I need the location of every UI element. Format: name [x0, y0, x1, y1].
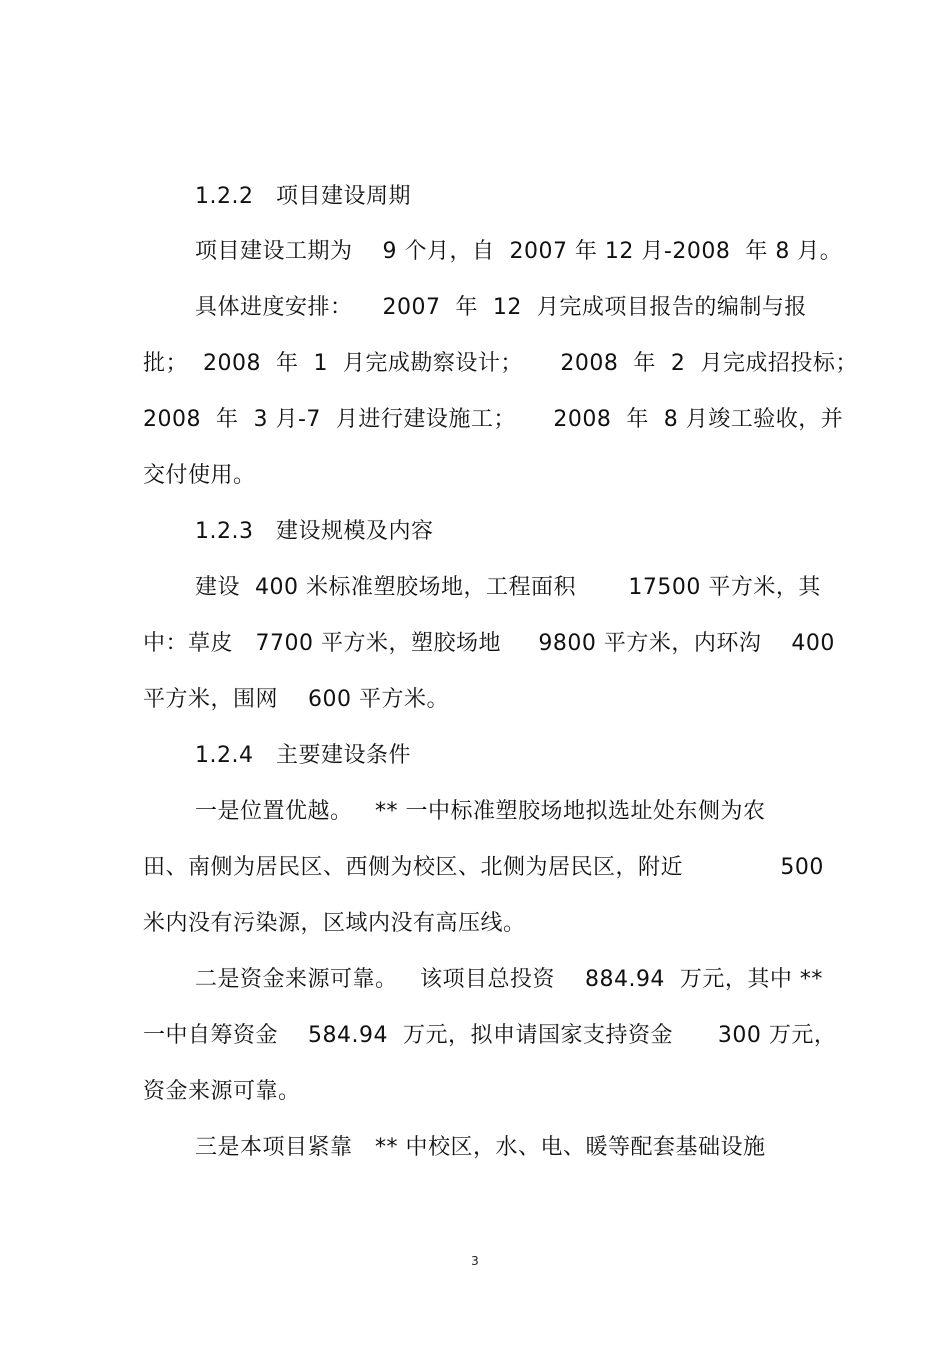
paragraph-line: 一是位置优越。 ** 一中标准塑胶场地拟选址处东侧为农: [195, 799, 766, 824]
paragraph-line: 资金来源可靠。: [143, 1079, 301, 1104]
paragraph-line: 一中自筹资金 584.94 万元，拟申请国家支持资金 300 万元，: [143, 1023, 837, 1048]
paragraph-line: 中：草皮 7700 平方米，塑胶场地 9800 平方米，内环沟 400: [143, 631, 835, 656]
section-heading-1-2-4: 1.2.4 主要建设条件: [195, 743, 411, 768]
paragraph-line: 建设 400 米标准塑胶场地，工程面积 17500 平方米，其: [195, 575, 821, 600]
paragraph-line: 平方米，围网 600 平方米。: [143, 687, 449, 712]
paragraph-line: 米内没有污染源，区域内没有高压线。: [143, 911, 526, 936]
paragraph-line: 二是资金来源可靠。 该项目总投资 884.94 万元，其中 **: [195, 967, 823, 992]
paragraph-line: 批； 2008 年 1 月完成勘察设计； 2008 年 2 月完成招投标；: [143, 351, 858, 376]
paragraph-line: 2008 年 3 月-7 月进行建设施工； 2008 年 8 月竣工验收，并: [143, 407, 844, 432]
paragraph-line: 具体进度安排： 2007 年 12 月完成项目报告的编制与报: [195, 295, 807, 320]
paragraph-line: 三是本项目紧靠 ** 中校区，水、电、暖等配套基础设施: [195, 1135, 766, 1160]
paragraph-line: 田、南侧为居民区、西侧为校区、北侧为居民区，附近 500: [143, 855, 824, 880]
section-heading-1-2-2: 1.2.2 项目建设周期: [195, 184, 411, 209]
paragraph-line: 项目建设工期为 9 个月，自 2007 年 12 月-2008 年 8 月。: [195, 239, 843, 264]
paragraph-line: 交付使用。: [143, 463, 256, 488]
page-number: 3: [471, 1254, 479, 1268]
section-heading-1-2-3: 1.2.3 建设规模及内容: [195, 519, 434, 544]
